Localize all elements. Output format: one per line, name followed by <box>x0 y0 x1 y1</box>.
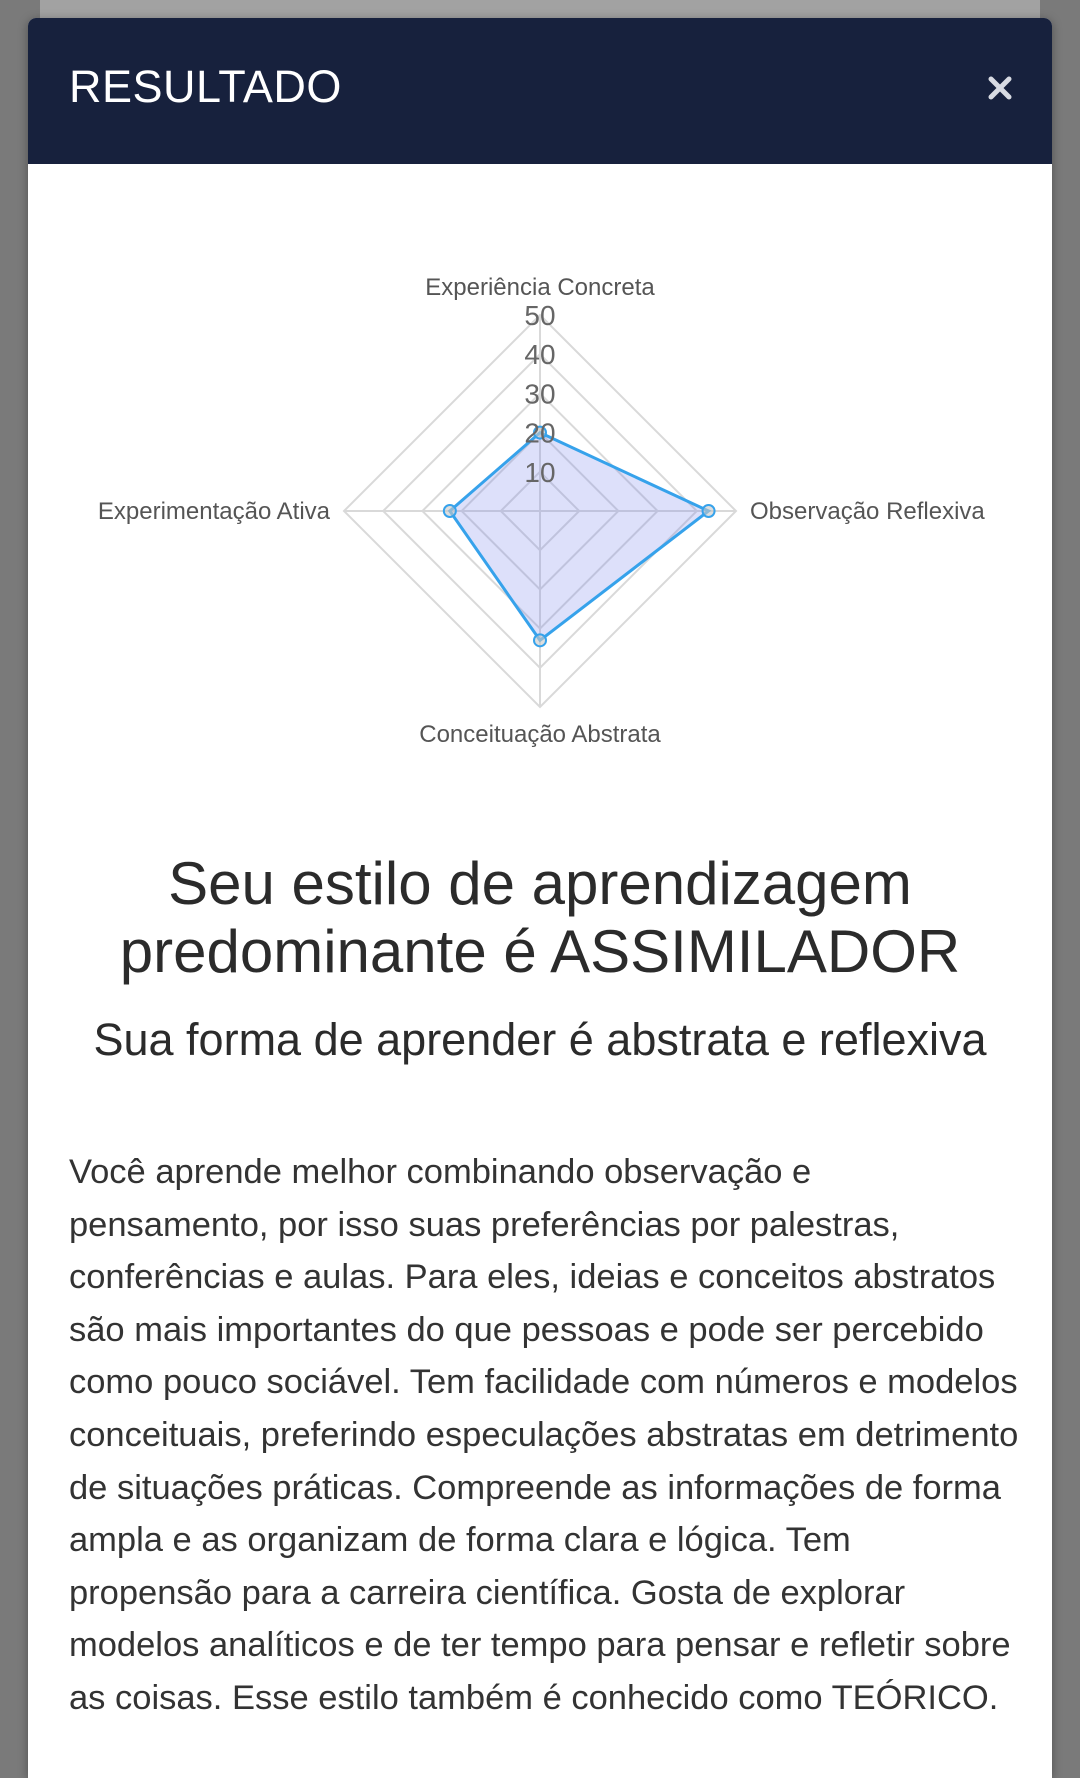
radar-chart-svg <box>28 164 1052 764</box>
radar-tick-label: 30 <box>524 378 556 410</box>
close-button[interactable] <box>978 66 1022 110</box>
modal-title: RESULTADO <box>69 61 342 112</box>
radar-data-point <box>534 634 546 646</box>
modal-header <box>28 18 1052 164</box>
radar-data-area <box>450 433 709 641</box>
result-title-line-2: predominante é ASSIMILADOR <box>119 918 961 985</box>
radar-axis-label: Experiência Concreta <box>425 274 655 301</box>
radar-tick-label: 20 <box>524 417 556 449</box>
radar-tick-label: 10 <box>524 456 556 488</box>
result-title <box>28 850 1052 986</box>
radar-tick-label: 50 <box>524 300 556 331</box>
radar-data-point <box>444 505 456 517</box>
learning-style-radar-chart <box>28 164 1052 764</box>
radar-axis-label: Observação Reflexiva <box>750 498 985 525</box>
radar-axis-label: Conceituação Abstrata <box>419 721 661 748</box>
radar-axis-label: Experimentação Ativa <box>97 498 330 525</box>
result-title-line-1: Seu estilo de aprendizagem <box>168 850 912 917</box>
result-subtitle: Sua forma de aprender é abstrata e reflexiva <box>93 1014 987 1065</box>
result-description: Você aprende melhor combinando observação e pensamento, por isso suas preferências por palestras, conferências e aulas. Para eles, ideias e conceitos abstratos são mais importantes do que pessoas e pode ser percebido como pouco sociável. Tem facilidade com números e modelos conceituais, preferindo especulações abstratas em detrimento de situações práticas. Compreende as informações de forma ampla e as organizam de forma clara e lógica. Tem propensão para a carreira científica. Gosta de explorar modelos analíticos e de ter tempo para pensar e refletir sobre as coisas. Esse estilo também é conhecido como TEÓRICO. <box>69 1153 1019 1717</box>
radar-tick-label: 40 <box>524 339 556 371</box>
result-modal <box>28 18 1052 1778</box>
radar-data-point <box>703 505 715 517</box>
close-icon <box>978 66 1022 110</box>
